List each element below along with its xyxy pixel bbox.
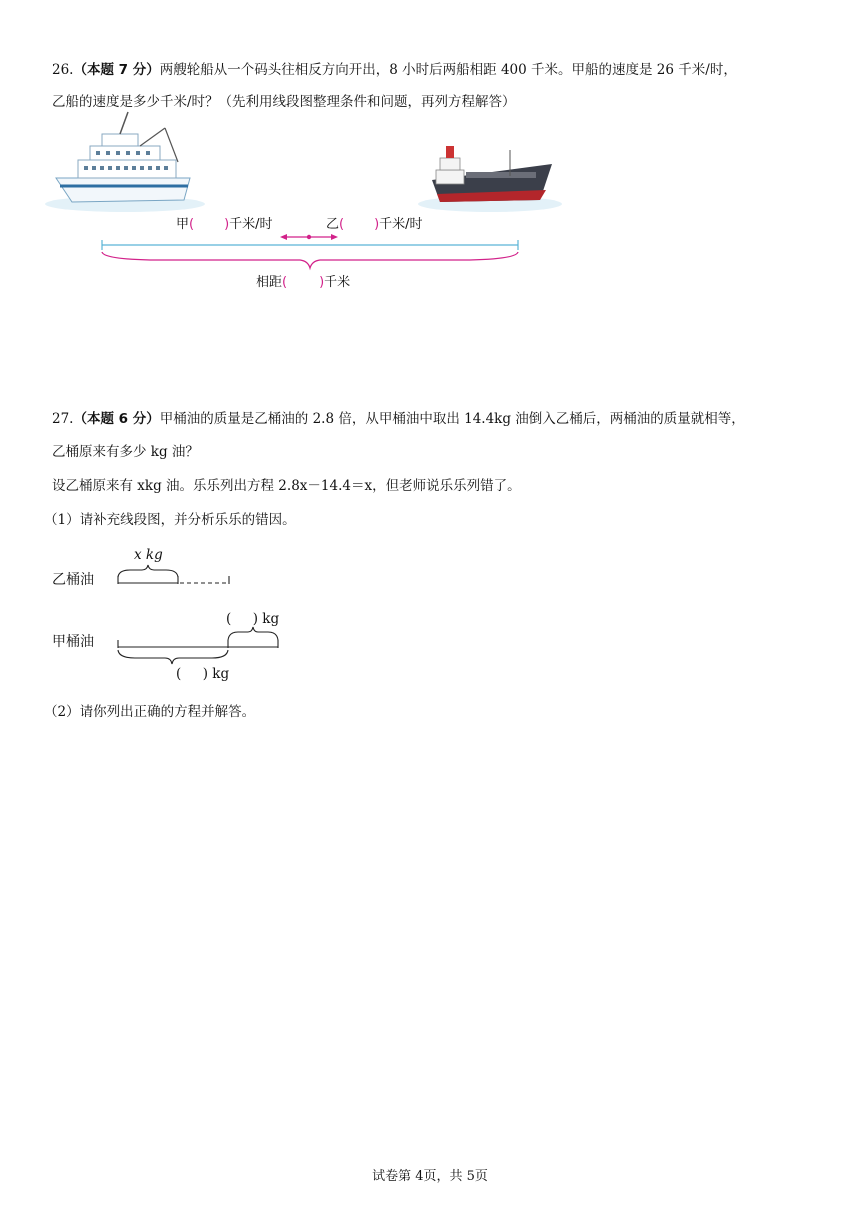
q27-part-1: [44, 510, 296, 530]
blank-kg-top-label: ( ) kg: [226, 611, 280, 627]
q27-score: （本题 6 分）: [73, 411, 160, 427]
cargo-ship-icon: [432, 146, 552, 202]
q27-part-1-text: （1）请补充线段图，并分析乐乐的错因。: [44, 512, 296, 528]
jia-paren-open: (: [189, 217, 195, 232]
opposite-direction-arrows: [280, 234, 338, 240]
yi-speed-unit: 千米/时: [379, 217, 423, 232]
yi-paren-open: (: [339, 217, 345, 232]
jia-speed-label: [176, 213, 273, 232]
blank-kg-bottom-label: ( ) kg: [176, 666, 230, 682]
q26-number: 26.: [52, 62, 74, 78]
yi-label: 乙: [326, 217, 340, 232]
jia-label: 甲: [176, 217, 190, 232]
jia-speed-unit: 千米/时: [229, 217, 273, 232]
distance-paren-close: ): [319, 275, 325, 290]
q27-text-2: 乙桶原来有多少 kg 油？: [52, 444, 199, 460]
jia-bucket-label: 甲桶油: [52, 634, 94, 650]
q26-score: （本题 7 分）: [73, 62, 160, 78]
q27-line-1: [52, 409, 745, 429]
q27-line-2: [52, 442, 199, 462]
jia-paren-close: ): [224, 217, 230, 232]
x-kg-label: x kg: [134, 547, 163, 563]
distance-segment: [102, 240, 518, 250]
q27-line-3: [52, 476, 521, 496]
q27-text-3: 设乙桶原来有 xkg 油。乐乐列出方程 2.8x－14.4＝x，但老师说乐乐列错了。: [52, 478, 521, 494]
q27-part-2-text: （2）请你列出正确的方程并解答。: [44, 704, 256, 720]
yi-paren-close: ): [374, 217, 380, 232]
distance-brace: [102, 252, 518, 268]
q26-text-1: 两艘轮船从一个码头往相反方向开出，8 小时后两船相距 400 千米。甲船的速度是 26 千米/时，: [159, 62, 737, 78]
q27-text-1: 甲桶油的质量是乙桶油的 2.8 倍，从甲桶油中取出 14.4kg 油倒入乙桶后，两桶油的质量就相等，: [159, 411, 745, 427]
q26-text-2: 乙船的速度是多少千米/时？（先利用线段图整理条件和问题，再列方程解答）: [52, 94, 516, 110]
page-footer: 试卷第 4页，共 5页: [372, 1169, 488, 1184]
yi-bucket-label: 乙桶油: [52, 572, 94, 588]
q27-part-2: [44, 702, 255, 722]
distance-prefix: 相距: [256, 275, 283, 290]
q27-number: 27.: [52, 411, 74, 427]
distance-paren-open: (: [282, 275, 288, 290]
yi-speed-label: [326, 213, 423, 232]
distance-unit: 千米: [324, 275, 351, 290]
passenger-ship-icon: [56, 112, 190, 202]
distance-label: [256, 271, 350, 290]
